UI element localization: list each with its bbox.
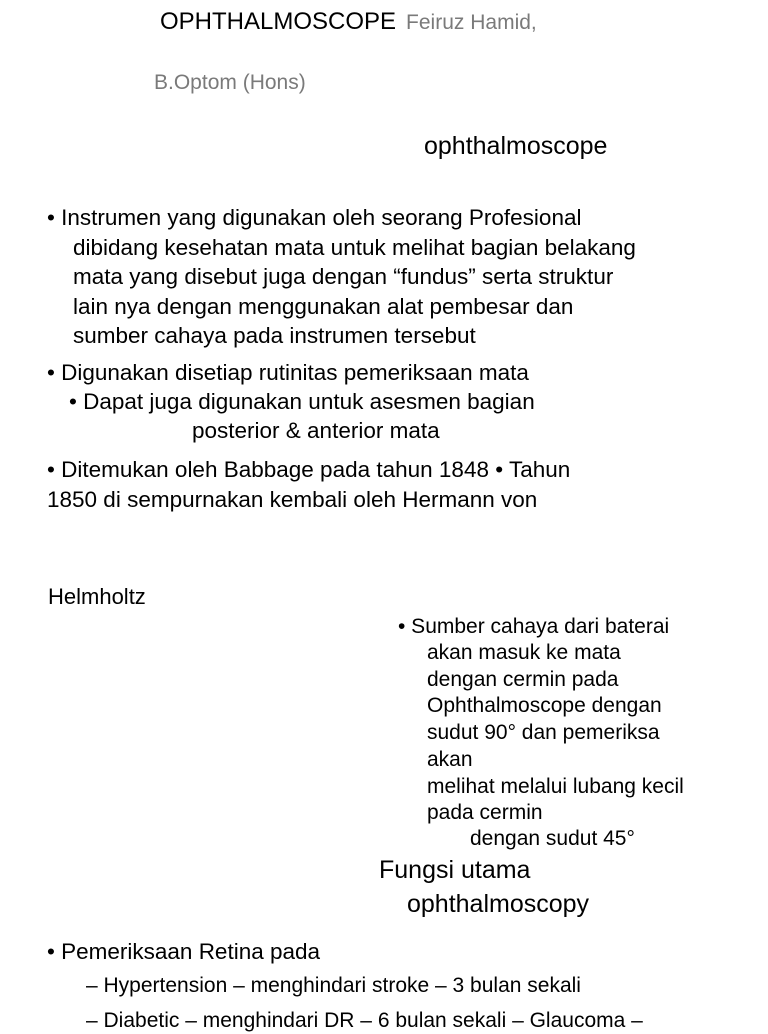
- bullet-assessment: • Dapat juga digunakan untuk asesmen bagian: [69, 389, 535, 414]
- bullet-definition-line: sumber cahaya pada instrumen tersebut: [73, 323, 476, 348]
- bullet-history-continuation: 1850 di sempurnakan kembali oleh Hermann von: [47, 487, 538, 512]
- author-credential: B.Optom (Hons): [154, 71, 306, 94]
- light-source-line: dengan cermin pada: [427, 667, 619, 691]
- light-source-line: Ophthalmoscope dengan: [427, 694, 662, 718]
- light-source-line: akan masuk ke mata: [427, 641, 621, 664]
- title-text: OPHTHALMOSCOPE: [160, 8, 397, 35]
- author-name: Feiruz Hamid,: [406, 11, 537, 34]
- bullet-definition-line: mata yang disebut juga dengan “fundus” serta struktur: [73, 264, 614, 289]
- bullet-definition-first-line: • Instrumen yang digunakan oleh seorang Profesional: [47, 205, 582, 230]
- bullet-retina-exam: • Pemeriksaan Retina pada: [47, 939, 321, 964]
- light-source-line: sudut 90° dan pemeriksa: [427, 721, 660, 745]
- bullet-definition-line: lain nya dengan menggunakan alat pembesar dan: [73, 293, 574, 319]
- document-title: [160, 8, 537, 36]
- bullet-light-source-body: [427, 640, 684, 827]
- fungsi-heading-line-1: Fungsi utama: [379, 856, 531, 884]
- helmholtz-text: Helmholtz: [48, 584, 146, 609]
- section-heading: ophthalmoscope: [424, 132, 608, 160]
- bullet-definition-line: dibidang kesehatan mata untuk melihat bagian belakang: [73, 234, 636, 260]
- light-source-line: melihat melalui lubang kecil: [427, 774, 684, 798]
- light-source-last-line: dengan sudut 45°: [470, 827, 635, 850]
- bullet-assessment-continuation: posterior & anterior mata: [192, 418, 440, 443]
- bullet-light-source: • Sumber cahaya dari baterai: [398, 615, 670, 638]
- sub-item-diabetic: – Diabetic – menghindari DR – 6 bulan sekali – Glaucoma –: [86, 1009, 643, 1032]
- light-source-line: akan: [427, 747, 473, 771]
- fungsi-heading-line-2: ophthalmoscopy: [407, 890, 590, 918]
- bullet-history: • Ditemukan oleh Babbage pada tahun 1848 • Tahun: [47, 457, 571, 482]
- bullet-routine: • Digunakan disetiap rutinitas pemeriksaan mata: [47, 360, 529, 385]
- bullet-definition: [47, 203, 636, 351]
- sub-item-hypertension: – Hypertension – menghindari stroke – 3 bulan sekali: [86, 974, 581, 997]
- light-source-line: pada cermin: [427, 801, 543, 825]
